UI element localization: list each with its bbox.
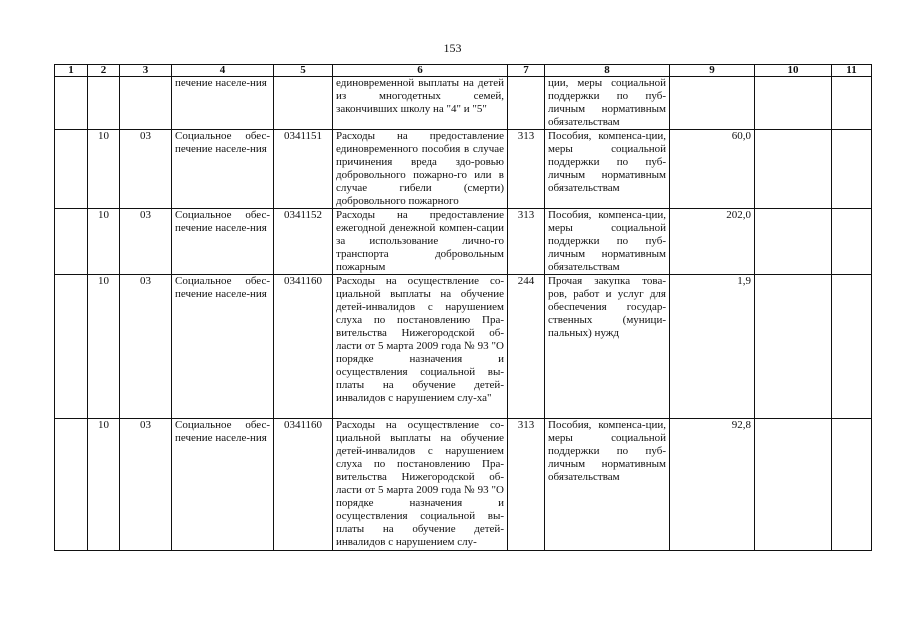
column-header-4: 4: [172, 65, 274, 77]
cell-subsection: 03: [120, 209, 172, 275]
column-header-11: 11: [832, 65, 872, 77]
cell-col1: [55, 130, 88, 209]
header-row: [55, 65, 872, 77]
cell-expense-type-code: [508, 77, 545, 130]
cell-expense-description: Расходы на предоставление ежегодной денежной компен-сации за использование лично-го транспорта добровольным пожарным: [333, 209, 508, 275]
cell-col1: [55, 209, 88, 275]
cell-subsection: [120, 77, 172, 130]
cell-target-code: 0341152: [274, 209, 333, 275]
cell-expense-type-name: ции, меры социальной поддержки по пуб-личным нормативным обязательствам: [545, 77, 670, 130]
cell-expense-type-code: 244: [508, 275, 545, 419]
cell-subsection: 03: [120, 275, 172, 419]
cell-section-name: печение населе-ния: [172, 77, 274, 130]
cell-section-name: Социальное обес-печение населе-ния: [172, 130, 274, 209]
cell-section-name: Социальное обес-печение населе-ния: [172, 419, 274, 551]
cell-section-name: Социальное обес-печение населе-ния: [172, 209, 274, 275]
cell-expense-type-code: 313: [508, 209, 545, 275]
budget-table: [54, 64, 872, 551]
cell-amount: 202,0: [670, 209, 755, 275]
column-header-9: 9: [670, 65, 755, 77]
cell-col1: [55, 419, 88, 551]
cell-expense-type-name: Пособия, компенса-ции, меры социальной поддержки по пуб-личным нормативным обязательствам: [545, 209, 670, 275]
column-header-2: 2: [88, 65, 120, 77]
cell-col1: [55, 275, 88, 419]
cell-amount: [670, 77, 755, 130]
cell-section: 10: [88, 130, 120, 209]
cell-target-code: [274, 77, 333, 130]
cell-col10: [755, 275, 832, 419]
column-header-5: 5: [274, 65, 333, 77]
table-row: [55, 77, 872, 130]
cell-expense-description: единовременной выплаты на детей из многодетных семей, закончивших школу на "4" и "5": [333, 77, 508, 130]
cell-section: [88, 77, 120, 130]
cell-col1: [55, 77, 88, 130]
column-header-8: 8: [545, 65, 670, 77]
cell-amount: 92,8: [670, 419, 755, 551]
table-row: [55, 419, 872, 551]
cell-col10: [755, 130, 832, 209]
cell-expense-description: Расходы на осуществление со-циальной выплаты на обучение детей-инвалидов с нарушением слуха по постановлению Пра-вительства Нижегородской об-ласти от 5 марта 2009 года № 93 "О порядке назначения и осуществления социальной вы-платы на обучение детей-инвалидов с нарушением слу-: [333, 419, 508, 551]
cell-col11: [832, 77, 872, 130]
cell-expense-type-name: Пособия, компенса-ции, меры социальной поддержки по пуб-личным нормативным обязательствам: [545, 419, 670, 551]
column-header-10: 10: [755, 65, 832, 77]
cell-col11: [832, 130, 872, 209]
cell-col11: [832, 209, 872, 275]
cell-subsection: 03: [120, 130, 172, 209]
cell-target-code: 0341160: [274, 275, 333, 419]
cell-target-code: 0341151: [274, 130, 333, 209]
cell-col11: [832, 419, 872, 551]
cell-subsection: 03: [120, 419, 172, 551]
cell-col11: [832, 275, 872, 419]
cell-expense-description: Расходы на предоставление единовременного пособия в случае причинения вреда здо-ровью добровольного пожарно-го или в случае гибели (смерти) добровольного пожарного: [333, 130, 508, 209]
column-header-7: 7: [508, 65, 545, 77]
cell-expense-description: Расходы на осуществление со-циальной выплаты на обучение детей-инвалидов с нарушением слуха по постановлению Пра-вительства Нижегородской об-ласти от 5 марта 2009 года № 93 "О порядке назначения и осуществления социальной вы-платы на обучение детей-инвалидов с нарушением слу-ха": [333, 275, 508, 419]
cell-section: 10: [88, 419, 120, 551]
cell-amount: 1,9: [670, 275, 755, 419]
table-row: [55, 209, 872, 275]
column-header-6: 6: [333, 65, 508, 77]
cell-col10: [755, 209, 832, 275]
page-number: 153: [443, 41, 462, 55]
cell-col10: [755, 419, 832, 551]
cell-section: 10: [88, 275, 120, 419]
cell-target-code: 0341160: [274, 419, 333, 551]
column-header-3: 3: [120, 65, 172, 77]
cell-amount: 60,0: [670, 130, 755, 209]
cell-section-name: Социальное обес-печение населе-ния: [172, 275, 274, 419]
table-row: [55, 275, 872, 419]
cell-expense-type-code: 313: [508, 419, 545, 551]
cell-section: 10: [88, 209, 120, 275]
cell-expense-type-name: Прочая закупка това-ров, работ и услуг для обеспечения государ-ственных (муници-пальных) нужд: [545, 275, 670, 419]
table-row: [55, 130, 872, 209]
column-header-1: 1: [55, 65, 88, 77]
cell-col10: [755, 77, 832, 130]
cell-expense-type-name: Пособия, компенса-ции, меры социальной поддержки по пуб-личным нормативным обязательствам: [545, 130, 670, 209]
cell-expense-type-code: 313: [508, 130, 545, 209]
